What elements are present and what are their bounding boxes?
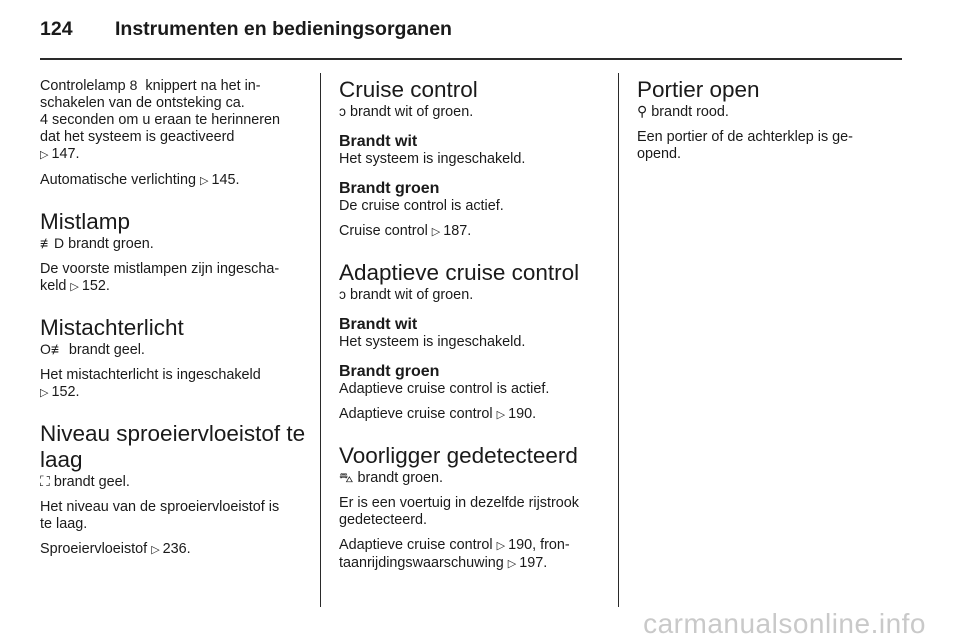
page-ref-link[interactable]: 197. [519, 555, 548, 571]
section-title-cruise: Cruise control [339, 77, 478, 102]
column-divider-2 [618, 73, 619, 607]
desc-rear-fog: Het mistachterlicht is ingeschakeld ▷ 152. [40, 367, 261, 400]
column-1 [40, 77, 312, 567]
section-title-rear-fog: Mistachterlicht [40, 315, 184, 340]
section-title-adaptive-cruise: Adaptieve cruise control [339, 260, 580, 285]
status-mistlamp: ≢D brandt groen. [40, 235, 154, 252]
desc-door-open: Een portier of de achterklep is ge- opend. [637, 129, 853, 162]
page-ref-link[interactable]: 152. [81, 278, 110, 294]
page-ref-link[interactable]: 236. [162, 541, 191, 557]
page-ref-arrow-icon: ▷ [151, 544, 160, 556]
section-title-door-open: Portier open [637, 77, 760, 102]
section-title-vehicle-ahead: Voorligger gedetecteerd [339, 443, 578, 468]
ref-adaptive: Adaptieve cruise control ▷ 190. [339, 406, 537, 422]
column-2 [339, 77, 611, 581]
cruise-control-icon: ↄ [339, 103, 346, 119]
chapter-title: Instrumenten en bedieningsorganen [115, 18, 452, 40]
page-ref-arrow-icon: ▷ [507, 558, 517, 570]
washer-fluid-icon: ⛶ [40, 473, 50, 489]
page-ref-link[interactable]: 190, fron- [508, 537, 570, 553]
ref-washer: Sproeiervloeistof ▷ 236. [40, 541, 191, 557]
page-ref-arrow-icon: ▷ [199, 175, 209, 187]
page-ref-link[interactable]: 187. [443, 223, 472, 239]
status-vehicle-ahead: ⛍ brandt groen. [339, 469, 444, 486]
vehicle-ahead-icon: ⛍ [339, 469, 354, 485]
page-header [40, 18, 902, 48]
section-title-washer: Niveau sproeiervloeistof te laag [40, 421, 306, 472]
section-title-mistlamp: Mistlamp [40, 209, 131, 234]
adaptive-cruise-icon: ↄ [339, 286, 346, 302]
auto-light-paragraph: Automatische verlichting ▷ 145. [40, 172, 240, 188]
status-adaptive: ↄ brandt wit of groen. [339, 286, 474, 303]
header-rule [40, 58, 902, 60]
text-cruise-white: Het systeem is ingeschakeld. [339, 151, 526, 167]
column-3 [637, 77, 899, 171]
desc-washer: Het niveau van de sproeiervloeistof is te laag. [40, 499, 280, 532]
text-adaptive-white: Het systeem is ingeschakeld. [339, 334, 526, 350]
column-divider-1 [320, 73, 321, 607]
desc-vehicle-ahead: Er is een voertuig in dezelfde rijstrook gedetecteerd. [339, 495, 579, 528]
page-ref-arrow-icon: ▷ [496, 540, 506, 552]
page-number: 124 [40, 18, 73, 40]
page-ref-arrow-icon: ▷ [496, 409, 506, 421]
intro-paragraph: Controlelamp 8 knippert na het in- schakelen van de ontsteking ca. 4 seconden om u eraan te herinneren dat het systeem is geactiveerd ▷ 147. [40, 77, 281, 162]
subtitle-cruise-green: Brandt groen [339, 180, 440, 197]
page-ref-link[interactable]: 147. [51, 146, 80, 162]
subtitle-adaptive-white: Brandt wit [339, 316, 418, 333]
status-washer: ⛶ brandt geel. [40, 473, 130, 490]
status-door-open: ⚲ brandt rood. [637, 103, 729, 120]
indicator-lamp-icon: 8 [129, 77, 138, 93]
page-ref-arrow-icon: ▷ [40, 387, 49, 399]
watermark: carmanualsonline.info [643, 608, 926, 639]
text-adaptive-green: Adaptieve cruise control is actief. [339, 381, 550, 397]
page-ref-arrow-icon: ▷ [70, 281, 79, 293]
rear-fog-lamp-icon: O≢ [40, 341, 65, 357]
page-ref-arrow-icon: ▷ [40, 149, 49, 161]
page-ref-link[interactable]: 152. [51, 384, 80, 400]
status-rear-fog: O≢ brandt geel. [40, 341, 145, 358]
page-ref-link[interactable]: 145. [211, 172, 240, 188]
ref-cruise: Cruise control ▷ 187. [339, 223, 472, 239]
page-ref-link[interactable]: 190. [508, 406, 537, 422]
door-open-icon: ⚲ [637, 103, 648, 119]
text-cruise-green: De cruise control is actief. [339, 198, 504, 214]
subtitle-cruise-white: Brandt wit [339, 133, 418, 150]
status-cruise: ↄ brandt wit of groen. [339, 103, 474, 120]
page-ref-arrow-icon: ▷ [431, 226, 441, 238]
subtitle-adaptive-green: Brandt groen [339, 363, 440, 380]
desc-mistlamp: De voorste mistlampen zijn ingescha- keld ▷ 152. [40, 261, 280, 294]
ref-vehicle-ahead: Adaptieve cruise control ▷ 190, fron- taanrijdingswaarschuwing ▷ 197. [339, 537, 570, 571]
front-fog-lamp-icon: ≢D [40, 235, 65, 251]
